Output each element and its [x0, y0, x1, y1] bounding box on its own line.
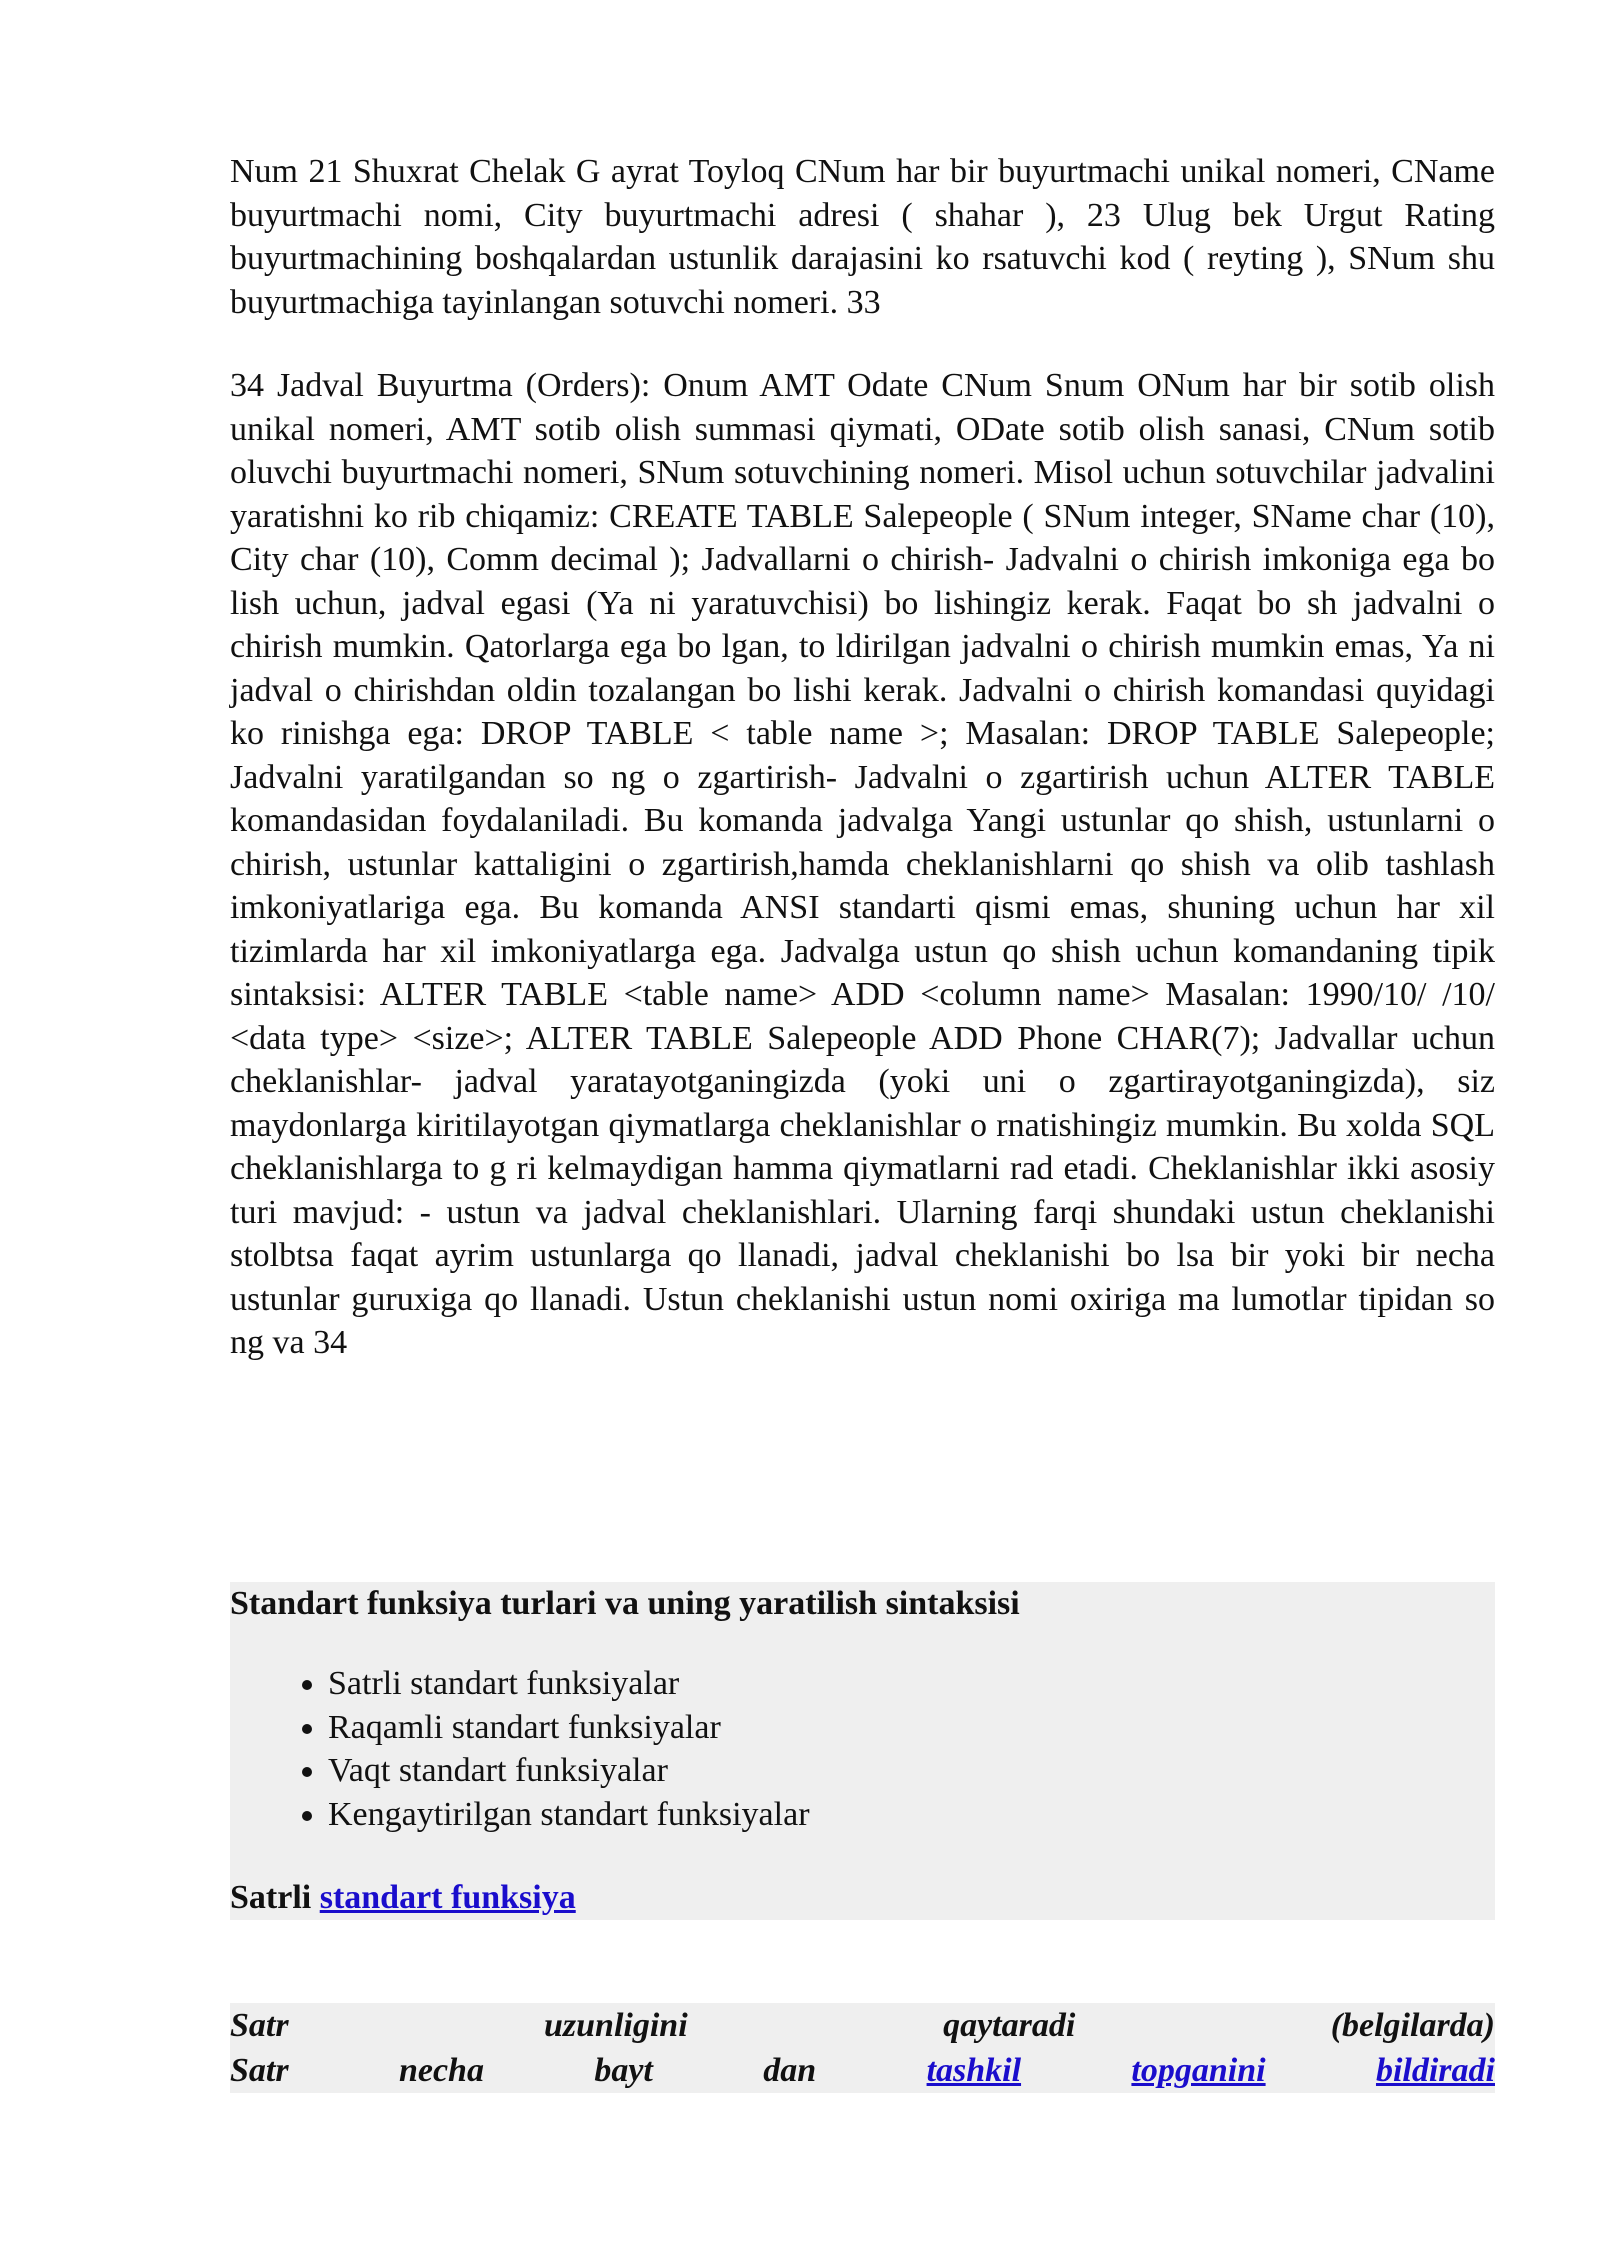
functions-section [230, 1582, 1495, 1920]
list-item: • Kengaytirilgan standart funksiyalar [328, 1793, 810, 1837]
word: necha [398, 2052, 484, 2089]
list-item: • Raqamli standart funksiyalar [328, 1706, 810, 1750]
word: bayt [594, 2052, 653, 2089]
bildiradi-link[interactable]: bildiradi [1375, 2052, 1495, 2089]
word: qaytaradi [943, 2007, 1076, 2044]
italic-description [230, 2003, 1495, 2093]
word: Satr [230, 2007, 289, 2044]
word: uzunligini [544, 2007, 688, 2044]
word: dan [763, 2052, 817, 2089]
document-body [230, 150, 1495, 1365]
topganini-link[interactable]: topganini [1131, 2052, 1266, 2089]
list-item: • Vaqt standart funksiyalar [328, 1749, 810, 1793]
description-line-1 [230, 2003, 1495, 2048]
word: (belgilarda) [1330, 2007, 1495, 2044]
tashkil-link[interactable]: tashkil [926, 2052, 1022, 2089]
paragraph-2: 34 Jadval Buyurtma (Orders): Onum AMT Odate CNum Snum ONum har bir sotib olish unikal nomeri, AMT sotib olish summasi qiymati, ODate sotib olish sanasi, CNum sotib oluvchi buyurtmachi nomeri, SNum sotuvchining nomeri. Misol uchun sotuvchilar jadvalini yaratishni ko rib chiqamiz: CREATE TABLE Salepeople ( SNum integer, SName char (10), City char (10), Comm decimal ); Jadvallarni o chirish- Jadvalni o chirish imkoniga ega bo lish uchun, jadval egasi (Ya ni yaratuvchisi) bo lishingiz kerak. Faqat bo sh jadvalni o chirish mumkin. Qatorlarga ega bo lgan, to ldirilgan jadvalni o chirish mumkin emas, Ya ni jadval o chirishdan oldin tozalangan bo lishi kerak. Jadvalni o chirish komandasi quyidagi ko rinishga ega: DROP TABLE < table name >; Masalan: DROP TABLE Salepeople; Jadvalni yaratilgandan so ng o zgartirish- Jadvalni o zgartirish uchun ALTER TABLE komandasidan foydalaniladi. Bu komanda jadvalga Yangi ustunlar qo shish, ustunlarni o chirish, ustunlar kattaligini o zgartirish,hamda cheklanishlarni qo shish va olib tashlash imkoniyatlariga ega. Bu komanda ANSI standarti qismi emas, shuning uchun har xil tizimlarda har xil imkoniyatlarga ega. Jadvalga ustun qo shish uchun komandaning tipik sintaksisi: ALTER TABLE <table name> ADD <column name> Masalan: 1990/10/ /10/ <data type> <size>; ALTER TABLE Salepeople ADD Phone CHAR(7); Jadvallar uchun cheklanishlar- jadval yaratayotganingizda (yoki uni o zgartirayotganingizda), siz maydonlarga kiritilayotgan qiymatlarga cheklanishlar o rnatishingiz mumkin. Bu xolda SQL cheklanishlarga to g ri kelmaydigan hamma qiymatlarni rad etadi. Cheklanishlar ikki asosiy turi mavjud: - ustun va jadval cheklanishlari. Ularning farqi shundaki ustun cheklanishi stolbtsa faqat ayrim ustunlarga qo llanadi, jadval cheklanishi bo lsa bir yoki bir necha ustunlar guruxiga qo llanadi. Ustun cheklanishi ustun nomi oxiriga ma lumotlar tipidan so ng va 34 [230, 367, 1495, 1361]
sub-heading-prefix: Satrli [230, 1879, 312, 1916]
standart-funksiya-link[interactable]: standart funksiya [319, 1879, 576, 1916]
section-heading: Standart funksiya turlari va uning yaratilish sintaksisi [230, 1585, 1020, 1622]
function-types-list [230, 1662, 810, 1836]
list-item: • Satrli standart funksiyalar [328, 1662, 810, 1706]
word: Satr [230, 2052, 289, 2089]
description-line-2 [230, 2048, 1495, 2093]
paragraph-1: Num 21 Shuxrat Chelak G ayrat Toyloq CNum har bir buyurtmachi unikal nomeri, CName buyurtmachi nomi, City buyurtmachi adresi ( shahar ), 23 Ulug bek Urgut Rating buyurtmachining boshqalardan ustunlik darajasini ko rsatuvchi kod ( reyting ), SNum shu buyurtmachiga tayinlangan sotuvchi nomeri. 33 [230, 153, 1495, 321]
sub-heading [230, 1876, 576, 1920]
